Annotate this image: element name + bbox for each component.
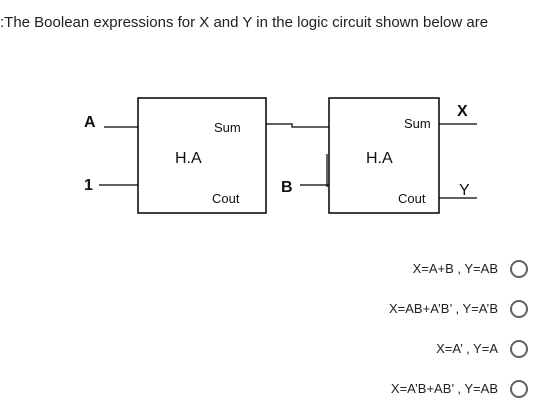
- option-2-radio[interactable]: [510, 300, 528, 318]
- input-1-label: 1: [84, 177, 93, 194]
- option-1-label: X=A+B , Y=AB: [412, 261, 498, 276]
- half-adder-2-cout-label: Cout: [398, 191, 426, 206]
- half-adder-1-sum-label: Sum: [214, 120, 241, 135]
- half-adder-1-cout-label: Cout: [212, 191, 240, 206]
- option-2[interactable]: [389, 298, 528, 319]
- option-3-radio[interactable]: [510, 340, 528, 358]
- input-b-label: B: [281, 179, 293, 196]
- output-y-label: Y: [459, 182, 470, 199]
- option-3[interactable]: [389, 338, 528, 359]
- option-1[interactable]: [389, 258, 528, 279]
- half-adder-1-box: [138, 98, 266, 213]
- half-adder-1-name: H.A: [175, 150, 202, 167]
- half-adder-2-name: H.A: [366, 150, 393, 167]
- option-4-radio[interactable]: [510, 380, 528, 398]
- option-3-label: X=A’ , Y=A: [436, 341, 498, 356]
- answer-options: [389, 258, 528, 418]
- half-adder-2-sum-label: Sum: [404, 116, 431, 131]
- option-4-label: X=A’B+AB’ , Y=AB: [390, 381, 498, 396]
- option-2-label: X=AB+A’B’ , Y=A’B: [389, 301, 498, 316]
- option-1-radio[interactable]: [510, 260, 528, 278]
- wire-sum-to-ha2: [266, 124, 329, 127]
- question-text: :The Boolean expressions for X and Y in the logic circuit shown below are: [0, 14, 489, 31]
- option-4[interactable]: [389, 378, 528, 399]
- input-a-label: A: [84, 114, 96, 131]
- output-x-label: X: [457, 103, 468, 120]
